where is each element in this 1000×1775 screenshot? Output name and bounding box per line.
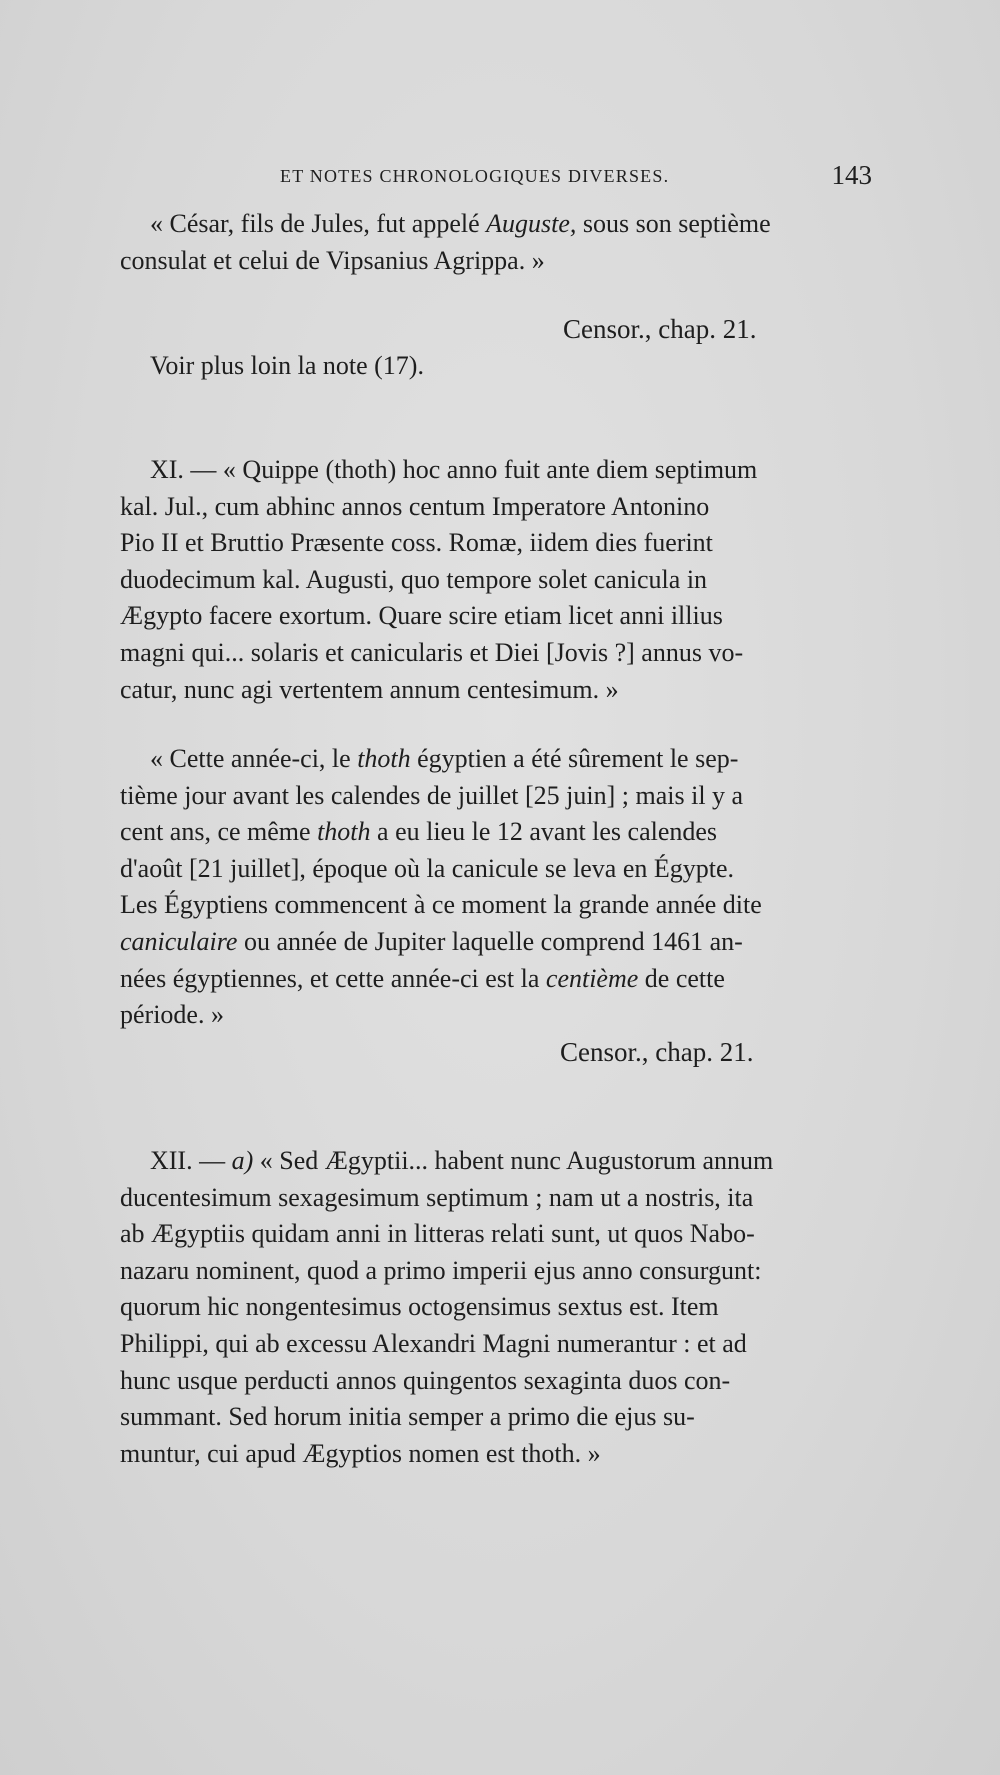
text-line: ducentesimum sexagesimum septimum ; nam ut a nostris, ita — [120, 1182, 754, 1212]
text-line: muntur, cui apud Ægyptios nomen est thoth. » — [120, 1438, 601, 1468]
text-line: tième jour avant les calendes de juillet [25 juin] ; mais il y a — [120, 780, 744, 810]
running-header: ET NOTES CHRONOLOGIQUES DIVERSES. — [280, 166, 670, 186]
section-xi-latin — [120, 452, 870, 708]
text-line: d'août [21 juillet], époque où la canicule se leva en Égypte. — [120, 853, 735, 883]
text-line: XII. — a) « Sed Ægyptii... habent nunc Augustorum annum — [150, 1146, 774, 1175]
text-line: Pio II et Bruttio Præsente coss. Romæ, iidem dies fuerint — [120, 528, 713, 558]
text-line: nées égyptiennes, et cette année-ci est la centième de cette — [120, 963, 725, 993]
text-line: catur, nunc agi vertentem annum centesimum. » — [120, 674, 619, 704]
section-xi-translation — [120, 741, 870, 1034]
quote-cesar — [120, 206, 870, 279]
text-line: magni qui... solaris et canicularis et Diei [Jovis ?] annus vo- — [120, 637, 744, 667]
citation-censor: Censor., chap. 21. — [560, 1037, 754, 1067]
citation-censor: Censor., chap. 21. — [563, 314, 757, 344]
text-line: XI. — « Quippe (thoth) hoc anno fuit ante diem septimum — [150, 455, 758, 484]
text-line: nazaru nominent, quod a primo imperii ejus anno consurgunt: — [120, 1255, 762, 1285]
text-line: « Cette année-ci, le thoth égyptien a été sûrement le sep- — [150, 744, 739, 773]
page-number: 143 — [831, 160, 872, 190]
text-line: kal. Jul., cum abhinc annos centum Imperatore Antonino — [120, 491, 710, 521]
text-line: période. » — [120, 1000, 224, 1030]
text-line: summant. Sed horum initia semper a primo die ejus su- — [120, 1402, 695, 1432]
text-line: duodecimum kal. Augusti, quo tempore solet canicula in — [120, 564, 708, 594]
text-line: consulat et celui de Vipsanius Agrippa. » — [120, 245, 545, 275]
text-line: ab Ægyptiis quidam anni in litteras relati sunt, ut quos Nabo- — [120, 1219, 755, 1249]
text-line: cent ans, ce même thoth a eu lieu le 12 avant les calendes — [120, 817, 718, 847]
see-note: Voir plus loin la note (17). — [150, 351, 424, 380]
text-line: Philippi, qui ab excessu Alexandri Magni numerantur : et ad — [120, 1328, 747, 1358]
text-line: Les Égyptiens commencent à ce moment la grande année dite — [120, 890, 762, 920]
text-line: quorum hic nongentesimus octogensimus sextus est. Item — [120, 1292, 719, 1322]
text-line: caniculaire ou année de Jupiter laquelle comprend 1461 an- — [120, 926, 743, 956]
text-line: hunc usque perducti annos quingentos sexaginta duos con- — [120, 1365, 731, 1395]
text-line: « César, fils de Jules, fut appelé Auguste, sous son septième — [150, 209, 771, 238]
text-line: Ægypto facere exortum. Quare scire etiam licet anni illius — [120, 601, 723, 631]
section-xii — [120, 1143, 870, 1472]
